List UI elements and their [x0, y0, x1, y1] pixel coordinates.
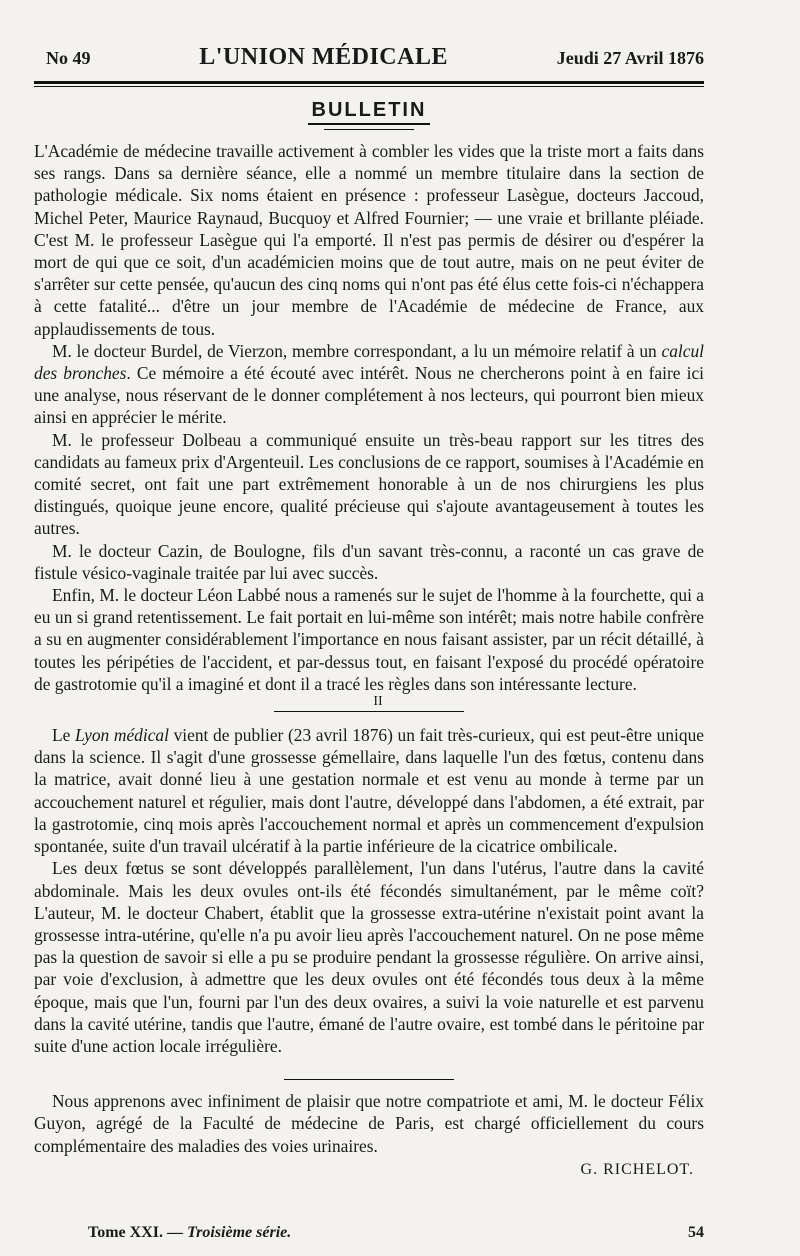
- page-number: 54: [688, 1224, 704, 1241]
- issue-date: Jeudi 27 Avril 1876: [556, 48, 704, 68]
- author-signature: G. RICHELOT.: [580, 1160, 694, 1178]
- paragraph-burdel: [34, 340, 704, 429]
- page-footer: [88, 1224, 704, 1242]
- page-header: [34, 44, 704, 71]
- lyon-italic: Lyon médical: [74, 725, 169, 746]
- paragraph-labbe: Enfin, M. le docteur Léon Labbé nous a ramenés sur le sujet de l'homme à la fourchette, qui a eu un si grand retentissement. Le fait portait en lui-même son intérêt; mais notre habile confrère a su en augmenter considérablement l'importance en nous faisant assister, par un récit détaillé, à toutes les péripéties de l'accident, et par-dessus tout, en faisant l'exposé du procédé opératoire de gastrotomie qu'il a imaginé et dont il a tracé les règles dans son intéressante lecture.: [34, 585, 704, 694]
- paragraph-guyon: Nous apprenons avec infiniment de plaisir que notre compatriote et ami, M. le docteur Félix Guyon, agrégé de la Faculté de médecine de Paris, est chargé officiellement du cours complémentaire des maladies des voies urinaires.: [34, 1091, 704, 1156]
- burdel-italic: calcul des bronches: [34, 340, 704, 384]
- issue-number: No 49: [46, 48, 91, 68]
- lyon-text-before: Le: [52, 725, 75, 746]
- footer-dash: —: [166, 1224, 183, 1241]
- burdel-text-before: M. le docteur Burdel, de Vierzon, membre correspondant, a lu un mémoire relatif à un: [52, 340, 662, 361]
- footer-left: [88, 1224, 291, 1242]
- lyon-text-after: vient de publier (23 avril 1876) un fait très-curieux, qui est peut-être unique dans la science. Il s'agit d'une grossesse gémellaire, dans laquelle l'un des fœtus, contenu dans la matrice, avait donné lieu à une gestation normale et est venu au monde à terme par un accouchement naturel et régulier, mais dont l'autre, développé dans l'abdomen, a été extrait, par la gastrotomie, cinq mois après l'accouchement normal et après un commencement d'expulsion spontanée, suite d'un travail ulcératif à la partie inférieure de la cicatrice ombilicale.: [34, 725, 704, 857]
- section-separator: [274, 711, 464, 712]
- section-mark: II: [373, 694, 383, 710]
- series-label: Troisième série.: [186, 1224, 292, 1241]
- volume-label: Tome XXI.: [88, 1224, 163, 1241]
- burdel-text-after: . Ce mémoire a été écouté avec intérêt. Nous ne chercherons point à en faire ici une analyse, nous réservant de le donner complétement à nos lecteurs, qui pourront bien mieux ainsi en apprécier le mérite.: [34, 363, 704, 428]
- paragraph-cazin: M. le docteur Cazin, de Boulogne, fils d'un savant très-connu, a raconté un cas grave de fistule vésico-vaginale traitée par lui avec succès.: [34, 540, 704, 583]
- closing-separator: [284, 1079, 454, 1080]
- journal-title: L'UNION MÉDICALE: [199, 44, 448, 70]
- paragraph-lyon: [34, 724, 704, 857]
- section-title-text: BULLETIN: [308, 99, 431, 125]
- section-title: [34, 99, 704, 125]
- article-body: [34, 140, 704, 1157]
- paragraph-foetus: Les deux fœtus se sont développés parallèlement, l'un dans l'utérus, l'autre dans la cavité abdominale. Mais les deux ovules ont-ils été fécondés simultanément, par le même coït? L'auteur, M. le docteur Chabert, établit que la grossesse extra-utérine n'existait point avant la grossesse intra-utérine, qu'elle n'a pu avoir lieu après l'accouchement naturel. On ne pose même pas la question de savoir si elle a pu se produire pendant la grossesse régulière. On arrive ainsi, par voie d'exclusion, à admettre que les deux ovules ont été fécondés tous deux à la même époque, mais que l'un, fourni par l'un des deux ovaires, a suivi la voie naturelle et est parvenu dans la cavité utérine, tandis que l'autre, émané de l'autre ovaire, est tombé dans le péritoine par suite d'une action locale irrégulière.: [34, 858, 704, 1056]
- title-underline: [324, 129, 414, 130]
- paragraph-dolbeau: M. le professeur Dolbeau a communiqué ensuite un très-beau rapport sur les titres des candidats au fameux prix d'Argenteuil. Les conclusions de ce rapport, soumises à l'Académie en comité secret, ont fait une part extrêmement honorable à un de nos chirurgiens les plus distingués, quoique jeune encore, qualité précieuse qui s'ajoute avantageusement à toutes les autres.: [34, 429, 704, 539]
- paragraph-academie: L'Académie de médecine travaille activement à combler les vides que la triste mort a faits dans ses rangs. Dans sa dernière séance, elle a nommé un membre titulaire dans la section de pathologie médicale. Six noms étaient en présence : professeur Lasègue, docteurs Jaccoud, Michel Peter, Maurice Raynaud, Bucquoy et Alfred Fournier; — une vraie et brillante pléiade. C'est M. le professeur Lasègue qui l'a emporté. Il n'est pas permis de désirer ou d'espérer la mort de qui que ce soit, d'un académicien moins que de tout autre, mais on ne peut éviter de s'arrêter sur cette pensée, qu'aucun des cinq noms qui n'ont pas été élus cette fois-ci n'échappera à cette fatalité... d'être un jour membre de l'Académie de médecine de France, aux applaudissements de tous.: [34, 141, 704, 339]
- header-rule: [34, 81, 704, 87]
